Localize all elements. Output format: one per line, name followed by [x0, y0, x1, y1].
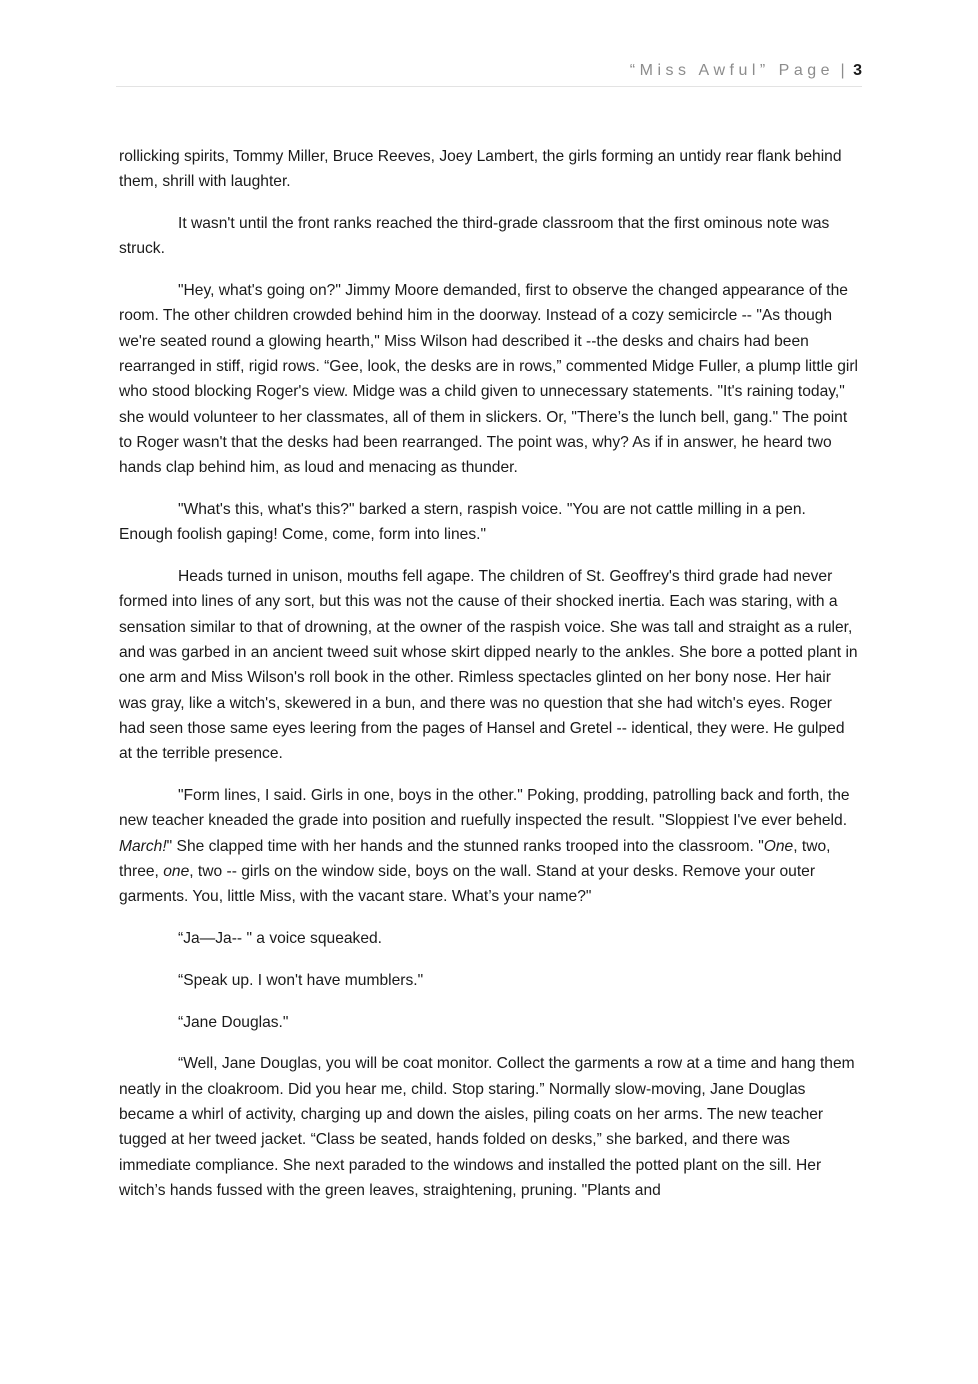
text-run: , two, three, [119, 837, 831, 880]
paragraph [119, 1010, 861, 1035]
text-run: “Well, Jane Douglas, you will be coat monitor. Collect the garments a row at a time and hang them neatly in the cloakroom. Did you hear me, child. Stop staring.” Normally slow-moving, Jane Douglas became a whirl of activity, charging up and down the aisles, piling coats on her arms. The new teacher tugged at her tweed jacket. “Class be seated, hands folded on desks,” she barked, and there was immediate compliance. She next paraded to the windows and installed the potted plant on the sill. Her witch’s hands fussed with the green leaves, straightening, pruning. "Plants and [119, 1055, 855, 1199]
text-run: " She clapped time with her hands and the stunned ranks trooped into the classroom. " [166, 837, 764, 855]
running-header [630, 60, 862, 82]
header-separator: | [840, 62, 845, 79]
text-run: "Form lines, I said. Girls in one, boys in the other." Poking, prodding, patrolling back and forth, the new teacher kneaded the grade into position and ruefully inspected the result. "Sloppiest I've ever beheld. [119, 787, 850, 830]
paragraph [119, 497, 861, 548]
paragraph [119, 783, 861, 909]
paragraph [119, 564, 861, 766]
paragraph [119, 968, 861, 993]
paragraph [119, 1051, 861, 1203]
body-text [119, 144, 861, 1220]
paragraph [119, 926, 861, 951]
paragraph [119, 144, 861, 195]
text-run: rollicking spirits, Tommy Miller, Bruce Reeves, Joey Lambert, the girls forming an untidy rear flank behind them, shrill with laughter. [119, 148, 842, 191]
text-run: "What's this, what's this?" barked a stern, raspish voice. "You are not cattle milling in a pen. Enough foolish gaping! Come, come, form into lines." [119, 501, 806, 544]
text-run: "Hey, what's going on?" Jimmy Moore demanded, first to observe the changed appearance of the room. The other children crowded behind him in the doorway. Instead of a cozy semicircle -- "As though we're seated round a glowing hearth," Miss Wilson had described it --the desks and chairs had been rearranged in stiff, rigid rows. “Gee, look, the desks are in rows,” commented Midge Fuller, a plump little girl who stood blocking Roger's view. Midge was a child given to unnecessary statements. "It's raining today," she would volunteer to her classmates, all of them in slickers. Or, "There’s the lunch bell, gang." The point to Roger wasn't that the desks had been rearranged. The point was, why? As if in answer, he heard two hands clap behind him, as loud and menacing as thunder. [119, 282, 858, 477]
header-title: “Miss Awful” Page [629, 62, 835, 79]
text-run: “Jane Douglas." [178, 1013, 289, 1031]
paragraph [119, 211, 861, 262]
italic-text: March! [119, 837, 167, 855]
text-run: , two -- girls on the window side, boys on the wall. Stand at your desks. Remove your outer garments. You, little Miss, with the vacant stare. What’s your name?" [119, 862, 816, 906]
italic-text: One [763, 837, 794, 855]
text-run: “Speak up. I won't have mumblers." [178, 971, 424, 989]
page-header [116, 56, 862, 87]
text-run: “Ja—Ja-- " a voice squeaked. [178, 930, 383, 948]
text-run: Heads turned in unison, mouths fell agape. The children of St. Geoffrey's third grade had never formed into lines of any sort, but this was not the cause of their shocked inertia. Each was staring, with a sensation similar to that of drowning, at the owner of the raspish voice. She was tall and straight as a ruler, and was garbed in an ancient tweed suit whose skirt dipped nearly to the ankles. She bore a potted plant in one arm and Miss Wilson's roll book in the other. Rimless spectacles glinted on her bony nose. Her hair was gray, like a witch's, skewered in a bun, and there was no question that she had witch's eyes. Roger had seen those same eyes leering from the pages of Hansel and Gretel -- identical, they were. He gulped at the terrible presence. [119, 568, 858, 763]
paragraph [119, 278, 861, 480]
italic-text: one [163, 862, 190, 880]
text-run: It wasn't until the front ranks reached the third-grade classroom that the first ominous note was struck. [119, 215, 830, 258]
page-number: 3 [853, 62, 862, 79]
